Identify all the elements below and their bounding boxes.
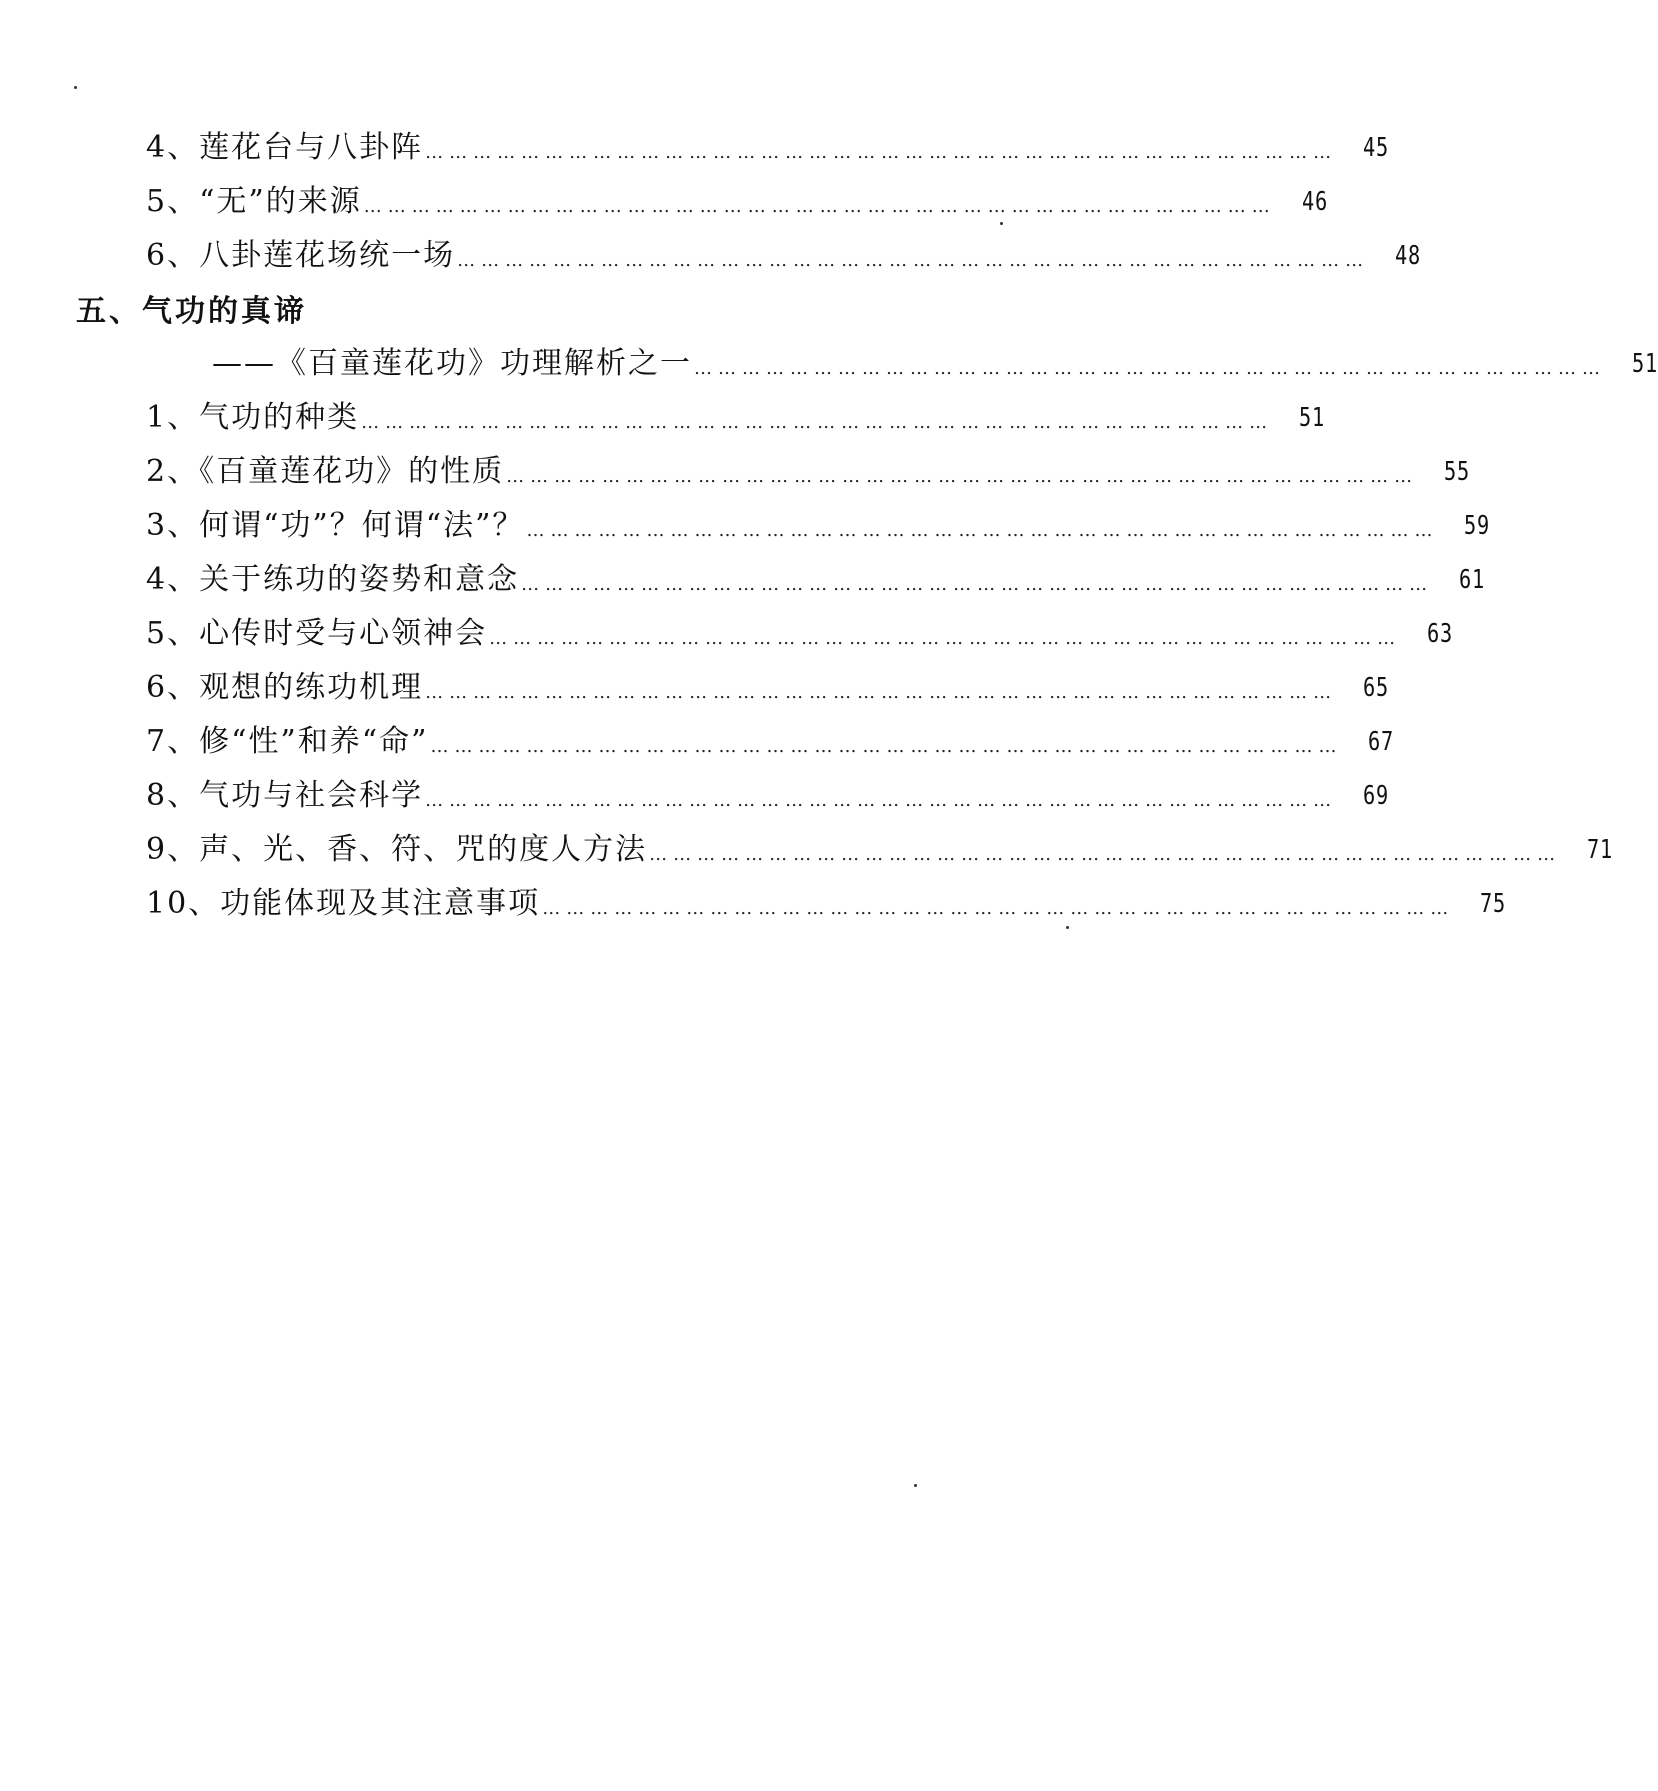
dot-leader: …………………………………………………………………………………………………… — [649, 844, 1562, 865]
section-heading[interactable]: 五、气功的真谛 — [76, 294, 307, 329]
toc-entry[interactable] — [146, 884, 1507, 924]
toc-entry[interactable] — [146, 560, 1486, 600]
scan-speck — [914, 1484, 917, 1487]
dot-leader: …………………………………………………………………………………………………… — [430, 736, 1343, 757]
toc-entry[interactable] — [146, 830, 1614, 870]
section-subtitle-entry[interactable] — [212, 344, 1658, 384]
toc-entry-page: 71 — [1587, 835, 1614, 865]
toc-entry[interactable] — [146, 182, 1328, 222]
toc-entry-title: 1、气功的种类 — [146, 400, 360, 435]
dot-leader: …………………………………………………………………………………………………… — [521, 574, 1434, 595]
dot-leader: …………………………………………………………………………………………………… — [542, 898, 1455, 919]
dot-leader: …………………………………………………………………………………………………… — [425, 682, 1338, 703]
toc-entry-title: 2、《百童莲花功》的性质 — [146, 454, 505, 489]
toc-entry-title: 6、八卦莲花场统一场 — [146, 238, 456, 273]
toc-entry-page: 46 — [1301, 187, 1328, 217]
dot-leader: …………………………………………………………………………………………………… — [363, 196, 1276, 217]
toc-entry-page: 69 — [1363, 781, 1390, 811]
dot-leader: …………………………………………………………………………………………………… — [425, 142, 1338, 163]
toc-entry-page: 45 — [1363, 133, 1390, 163]
scan-speck — [1066, 926, 1069, 929]
dot-leader: …………………………………………………………………………………………………… — [506, 466, 1419, 487]
toc-entry-page: 59 — [1464, 511, 1491, 541]
toc-entry-page: 51 — [1632, 349, 1658, 379]
toc-entry[interactable] — [146, 452, 1471, 492]
toc-entry-title: 9、声、光、香、符、咒的度人方法 — [146, 832, 648, 867]
toc-entry-page: 63 — [1427, 619, 1454, 649]
scan-speck — [74, 86, 77, 89]
toc-entry[interactable] — [146, 398, 1326, 438]
toc-entry-page: 65 — [1363, 673, 1390, 703]
toc-entry-title: 4、莲花台与八卦阵 — [146, 130, 424, 165]
toc-entry[interactable] — [146, 506, 1491, 546]
toc-entry-page: 75 — [1480, 889, 1507, 919]
toc-entry[interactable] — [146, 668, 1390, 708]
toc-entry[interactable] — [146, 128, 1390, 168]
dot-leader: …………………………………………………………………………………………………… — [361, 412, 1274, 433]
dot-leader: …………………………………………………………………………………………………… — [457, 250, 1370, 271]
dot-leader: …………………………………………………………………………………………………… — [425, 790, 1338, 811]
toc-entry[interactable] — [146, 236, 1422, 276]
toc-entry-title: 10、功能体现及其注意事项 — [146, 886, 541, 921]
toc-entry-title: 5、“无”的来源 — [146, 184, 362, 219]
toc-entry-page: 67 — [1368, 727, 1395, 757]
toc-entry-title: 6、观想的练功机理 — [146, 670, 424, 705]
toc-entry-title: 8、气功与社会科学 — [146, 778, 424, 813]
dot-leader: …………………………………………………………………………………………………… — [489, 628, 1402, 649]
toc-entry-page: 61 — [1459, 565, 1486, 595]
toc-entry-page: 55 — [1444, 457, 1471, 487]
toc-entry-title: 7、修“性”和养“命” — [146, 724, 429, 759]
dot-leader: …………………………………………………………………………………………………… — [526, 520, 1439, 541]
toc-entry[interactable] — [146, 776, 1390, 816]
toc-entry[interactable] — [146, 614, 1454, 654]
toc-entry[interactable] — [146, 722, 1395, 762]
toc-entry-page: 48 — [1395, 241, 1422, 271]
toc-entry-page: 51 — [1299, 403, 1326, 433]
scan-speck — [1000, 222, 1003, 225]
toc-entry-title: 3、何谓“功”？何谓“法”？ — [146, 508, 525, 543]
section-subtitle: ——《百童莲花功》功理解析之一 — [212, 346, 692, 381]
dot-leader: …………………………………………………………………………………………………… — [694, 358, 1606, 379]
toc-entry-title: 4、关于练功的姿势和意念 — [146, 562, 520, 597]
toc-entry-title: 5、心传时受与心领神会 — [146, 616, 488, 651]
